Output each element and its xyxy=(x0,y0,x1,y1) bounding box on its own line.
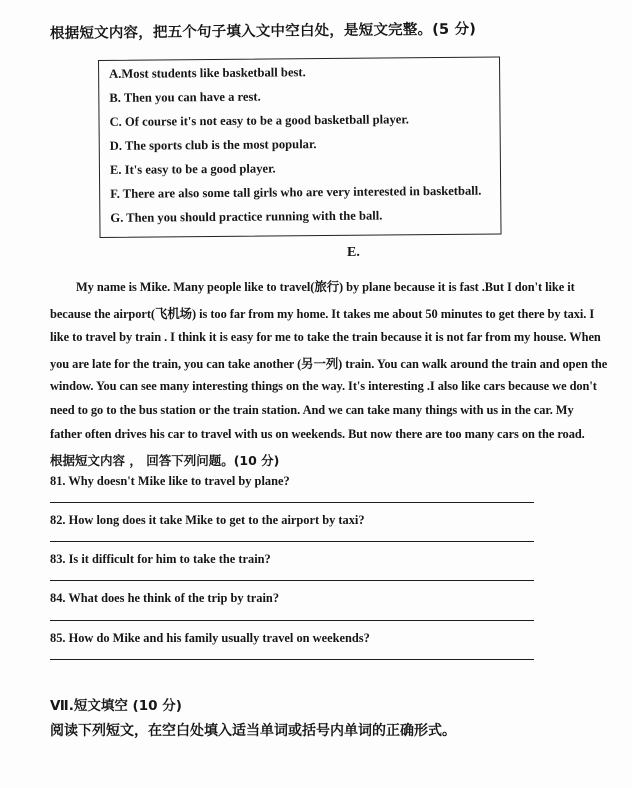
passage-line: like to travel by train . I think it is easy for me to take the train because it is not far from my house. When xyxy=(50,330,601,344)
question-84: 84. What does he think of the trip by train? xyxy=(50,591,280,605)
section7-instruction: 阅读下列短文，在空白处填入适当单词或括号内单词的正确形式。 xyxy=(50,723,456,739)
passage-line: father often drives his car to travel with us on weekends. But now there are too many cars on the road. xyxy=(50,427,585,441)
question-83: 83. Is it difficult for him to take the train? xyxy=(50,552,271,566)
task-heading: 根据短文内容，把五个句子填入文中空白处，是短文完整。(5 分) xyxy=(49,21,477,42)
passage-line: you are late for the train, you can take another (另一列) train. You can walk around the train and open the xyxy=(50,357,608,371)
option-e: E. It's easy to be a good player. xyxy=(109,161,276,177)
option-g: G. Then you should practice running with the ball. xyxy=(110,208,383,225)
question-81: 81. Why doesn't Mike like to travel by plane? xyxy=(50,474,290,488)
passage-line: window. You can see many interesting things on the way. It's interesting .I also like cars because we don't xyxy=(50,379,597,393)
answer-line-82[interactable] xyxy=(50,541,534,542)
answer-line-84[interactable] xyxy=(50,620,534,621)
passage-line: need to go to the bus station or the train station. And we can take many things with us in the car. My xyxy=(50,403,574,417)
answer-line-83[interactable] xyxy=(50,580,534,581)
passage-line: because the airport(飞机场) is too far from my home. It takes me about 50 minutes to get there by taxi. I xyxy=(50,307,595,321)
option-b: B. Then you can have a rest. xyxy=(109,89,261,105)
qa-heading: 根据短文内容 ， 回答下列问题。(10 分) xyxy=(50,453,280,468)
passage-line: My name is Mike. Many people like to travel(旅行) by plane because it is fast .But I don't like it xyxy=(76,280,575,294)
answer-line-85[interactable] xyxy=(50,659,534,660)
option-c: C. Of course it's not easy to be a good basketball player. xyxy=(109,112,409,129)
options-box xyxy=(98,56,502,238)
question-85: 85. How do Mike and his family usually travel on weekends? xyxy=(50,631,370,645)
passage-title: E. xyxy=(347,245,360,260)
section7-title: Ⅶ.短文填空 (10 分) xyxy=(50,698,182,714)
answer-line-81[interactable] xyxy=(50,502,534,503)
option-a: A.Most students like basketball best. xyxy=(109,65,306,81)
option-d: D. The sports club is the most popular. xyxy=(109,137,317,153)
option-f: F. There are also some tall girls who are very interested in basketball. xyxy=(110,183,482,201)
question-82: 82. How long does it take Mike to get to the airport by taxi? xyxy=(50,513,365,527)
